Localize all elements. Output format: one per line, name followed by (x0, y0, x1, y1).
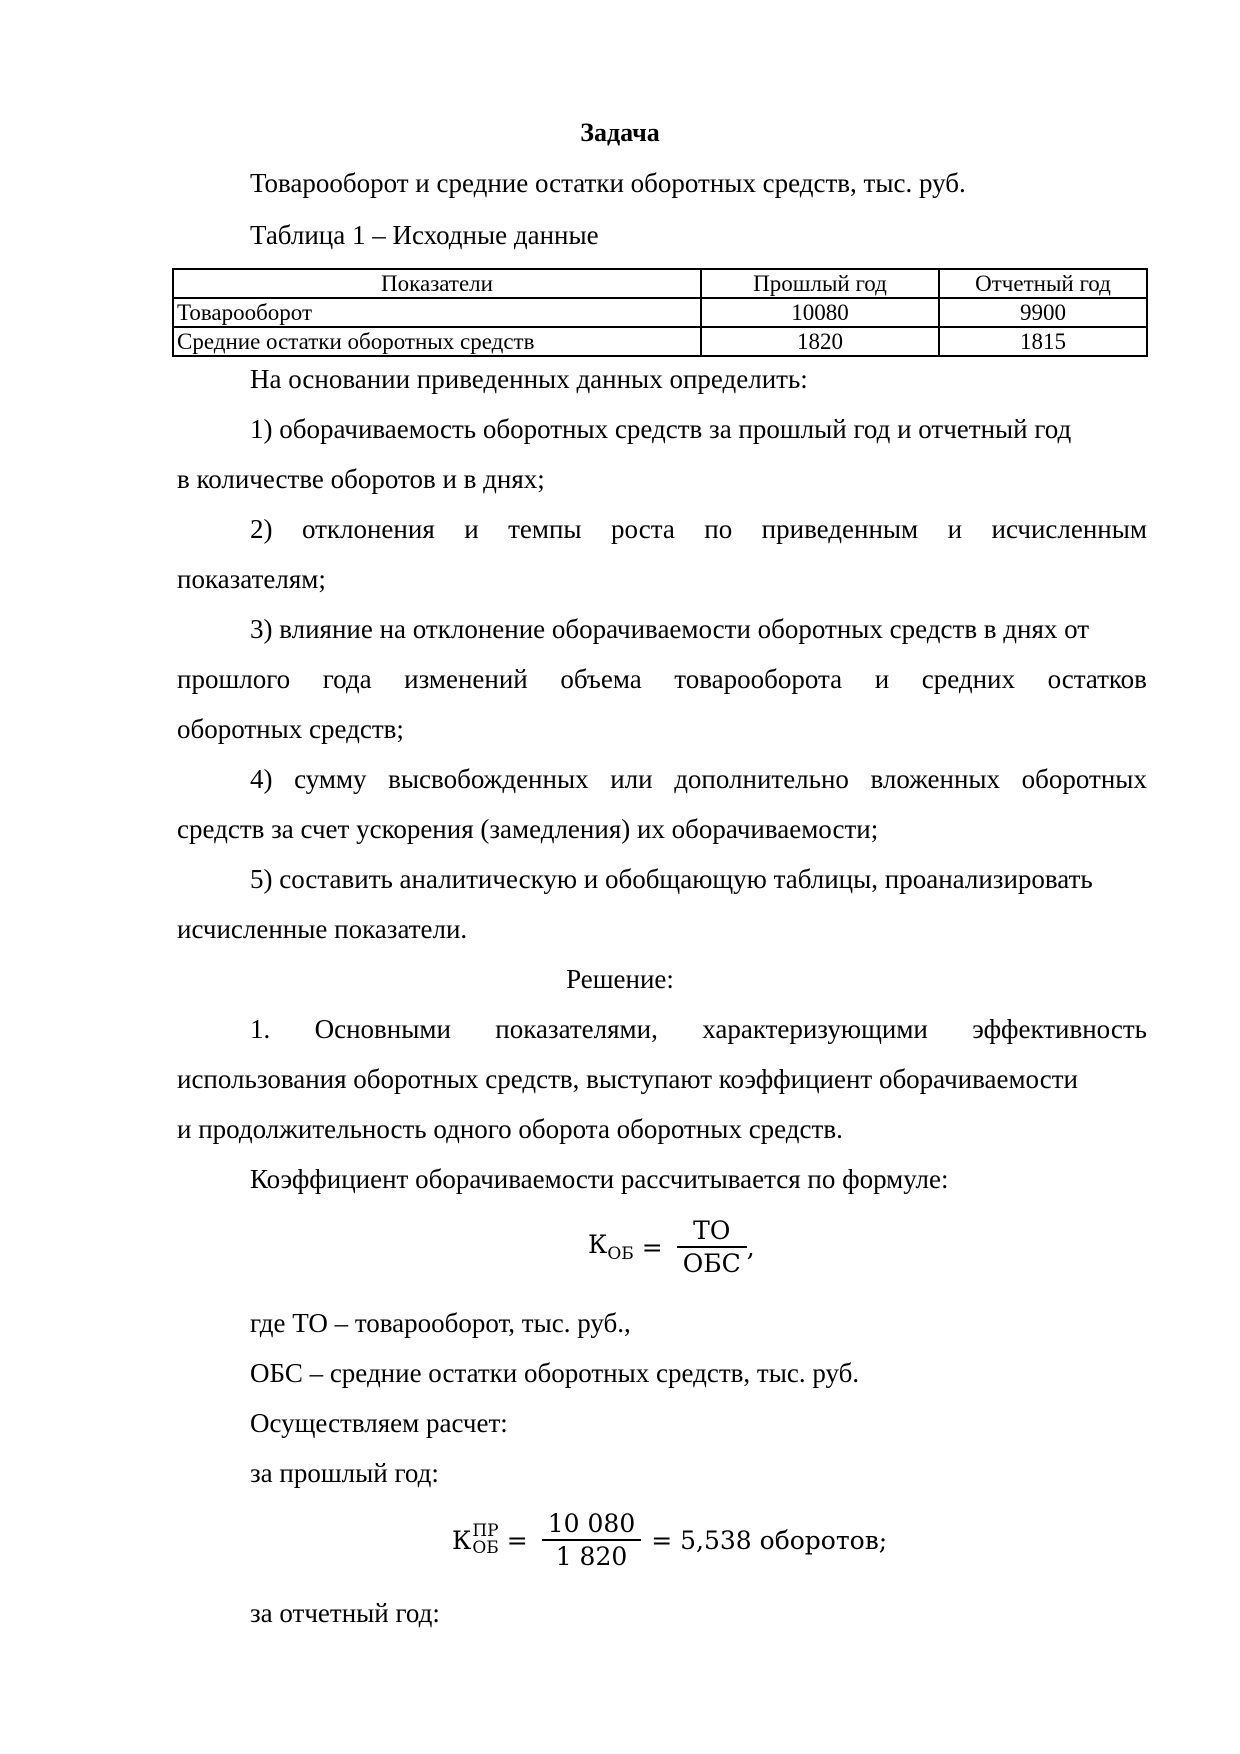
word: исчисленным (991, 514, 1147, 544)
word: Основными (314, 1014, 451, 1044)
task-3-line-3: оборотных средств; (177, 714, 404, 744)
where-to-line: где ТО – товарооборот, тыс. руб., (250, 1308, 631, 1338)
word: остатков (1047, 664, 1147, 694)
word: 1. (250, 1014, 271, 1044)
task-4-line-1 (250, 764, 1147, 795)
task-4-line-2: средств за счет ускорения (замедления) их оборачиваемости; (177, 814, 879, 844)
fraction-denominator: ОБС (682, 1249, 741, 1279)
table-caption: Таблица 1 – Исходные данные (250, 220, 599, 250)
row-label: Средние остатки оборотных средств (173, 327, 701, 356)
formula-tail: , (746, 1232, 755, 1262)
word: изменений (404, 664, 528, 694)
formula-result: = 5,538 оборотов; (651, 1525, 888, 1555)
solution-1-line-1 (250, 1014, 1147, 1045)
solution-1-line-3: и продолжительность одного оборота оборотных средств. (177, 1114, 843, 1144)
word: вложенных (870, 764, 1001, 794)
word: прошлого (177, 664, 291, 694)
word: характеризующими (702, 1014, 928, 1044)
prev-year-label: за прошлый год: (250, 1458, 439, 1488)
formula-intro: Коэффициент оборачиваемости рассчитывается по формуле: (250, 1164, 949, 1194)
page-title: Задача (580, 118, 660, 147)
task-5-line-2: исчисленные показатели. (177, 914, 468, 944)
solution-1-line-2: использования оборотных средств, выступают коэффициент оборачиваемости (177, 1064, 1078, 1094)
word: по (704, 514, 733, 544)
cell-current-year: 9900 (939, 298, 1147, 327)
word: товарооборота (674, 664, 843, 694)
column-header: Отчетный год (939, 269, 1147, 298)
task-1-line-2: в количестве оборотов и в днях; (177, 464, 545, 494)
turnover-ratio-formula: $К_{ОБ}$ = $\frac{ТО}{\text{ОБС}}$ , (588, 1216, 755, 1279)
word: 2) (250, 514, 273, 544)
table-row (173, 327, 1147, 356)
word: показателями, (495, 1014, 658, 1044)
word: и (874, 664, 890, 694)
formula-lhs: К ПР ОБ (452, 1521, 499, 1559)
task-2-line-2: показателям; (177, 564, 326, 594)
table-row (173, 298, 1147, 327)
prev-year-turnover-formula: К ПР ОБ = $\frac{10 080}{1 820}$ = 5,538 оборотов; (452, 1509, 888, 1572)
task-5-line-1: 5) составить аналитическую и обобщающую таблицы, проанализировать (250, 864, 1093, 894)
cell-prev-year: 10080 (701, 298, 939, 327)
where-obs-line: ОБС – средние остатки оборотных средств, тыс. руб. (250, 1358, 860, 1388)
table-header-row (173, 269, 1147, 298)
word: сумму (294, 764, 367, 794)
formula-lhs: $К_{ОБ}$ (588, 1230, 634, 1265)
word: роста (611, 514, 675, 544)
column-header: Прошлый год (701, 269, 939, 298)
subtitle: Товарооборот и средние остатки оборотных средств, тыс. руб. (250, 168, 966, 198)
word: года (322, 664, 372, 694)
word: эффективность (972, 1014, 1147, 1044)
word: и (947, 514, 963, 544)
curr-year-label: за отчетный год: (250, 1598, 440, 1628)
intro-text: На основании приведенных данных определить: (250, 364, 808, 394)
formula-fraction (677, 1215, 747, 1280)
column-header: Показатели (173, 269, 701, 298)
word: приведенным (761, 514, 919, 544)
task-3-line-2 (177, 664, 1147, 695)
word: или (610, 764, 653, 794)
fraction-numerator: 10 080 (547, 1509, 636, 1538)
fraction-denominator: 1 820 (555, 1542, 628, 1572)
word: объема (560, 664, 642, 694)
task-1-line-1: 1) оборачиваемость оборотных средств за прошлый год и отчетный год (250, 414, 1072, 444)
solution-heading: Решение: (566, 964, 674, 994)
source-data-table (172, 268, 1148, 357)
calc-intro: Осуществляем расчет: (250, 1408, 508, 1438)
task-3-line-1: 3) влияние на отклонение оборачиваемости оборотных средств в днях от (250, 614, 1090, 644)
word: отклонения (301, 514, 435, 544)
word: 4) (250, 764, 273, 794)
row-label: Товарооборот (173, 298, 701, 327)
fraction-numerator: ТО (693, 1216, 731, 1245)
task-2-line-1 (250, 514, 1147, 545)
word: высвобожденных (388, 764, 589, 794)
word: оборотных (1021, 764, 1147, 794)
word: средних (921, 664, 1015, 694)
cell-current-year: 1815 (939, 327, 1147, 356)
cell-prev-year: 1820 (701, 327, 939, 356)
formula-fraction (542, 1508, 641, 1573)
word: дополнительно (674, 764, 849, 794)
word: темпы (508, 514, 582, 544)
word: и (464, 514, 479, 544)
